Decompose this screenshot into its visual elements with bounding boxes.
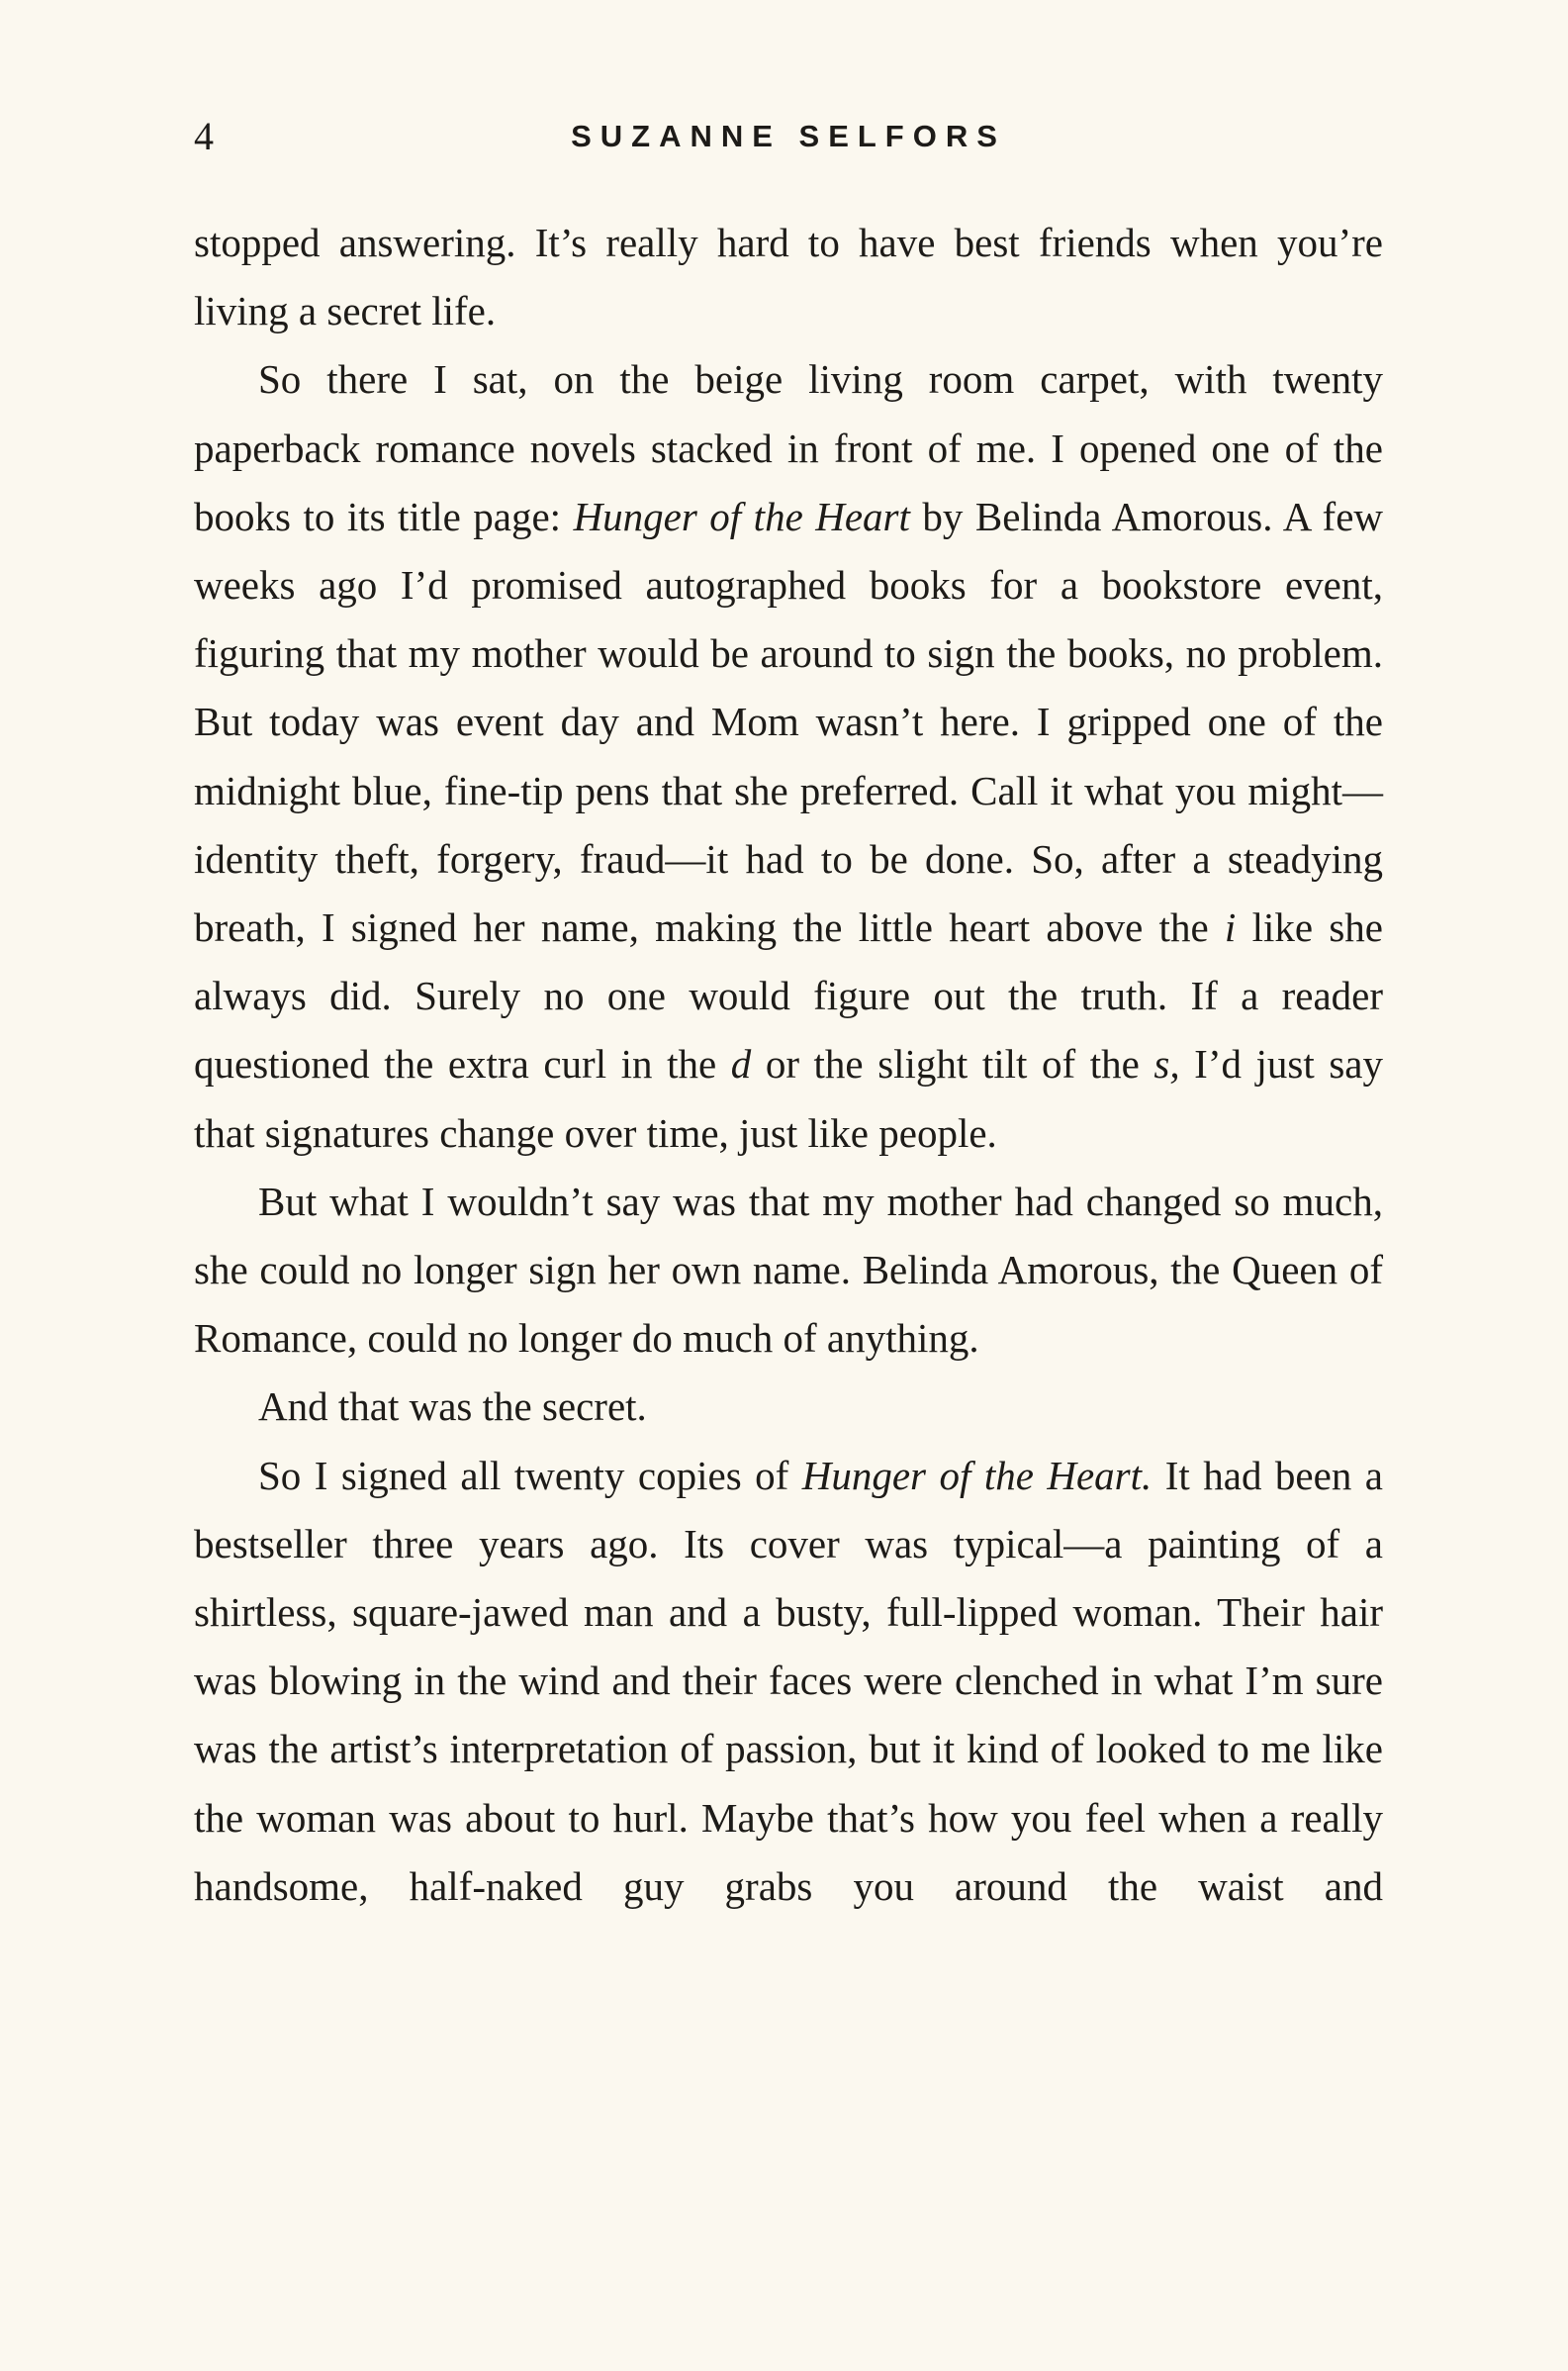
page-number: 4 [194,114,214,158]
paragraph-3 [194,1168,1383,1374]
paragraph-text: So I signed all twenty copies of [258,1452,802,1498]
paragraph-text: stopped answering. It’s really hard to have best friends when you’re living a secret life. [194,220,1383,334]
paragraph-text: I’d just say that signatures change over time, just like people. [194,1041,1383,1156]
paragraph-1 [194,209,1383,345]
italic-letter-s: s, [1153,1041,1180,1088]
paragraph-text: But what I wouldn’t say was that my mother had changed so much, she could no longer sign her own name. Belinda Amorous, the Queen of Romance, could no longer do much of anything. [194,1178,1383,1362]
paragraph-text: And that was the secret. [258,1383,647,1430]
paragraph-2 [194,345,1383,1167]
paragraph-text: or the slight tilt of the [751,1041,1154,1088]
running-head-author: SUZANNE SELFORS [571,119,1006,153]
page-header [194,111,1383,162]
paragraph-5 [194,1442,1383,1921]
paragraph-text: by Belinda Amorous. A few weeks ago I’d promised autographed books for a bookstore event, figuring that my mother would be around to sign the books, no problem. But today was event day and Mom wasn’t here. I gripped one of the midnight blue, fine-tip pens that she preferred. Call it what you might—identity theft, forgery, fraud—it had to be done. So, after a steadying breath, I signed her name, making the little heart above the [194,493,1384,951]
paragraph-text: like she always did. Surely no one would figure out the truth. If a reader questioned the extra curl in the [194,904,1384,1088]
book-title: Hunger of the Heart [573,493,910,539]
italic-letter-d: d [730,1041,752,1088]
italic-letter-i: i [1224,904,1237,951]
paragraph-4 [194,1373,1383,1441]
body-text [194,209,1383,1921]
book-title: Hunger of the Heart. [801,1452,1153,1498]
paragraph-text: So there I sat, on the beige living room carpet, with twenty paperback romance novels stacked in front of me. I opened one of the books to its title page: [194,356,1383,539]
paragraph-text: It had been a bestseller three years ago. Its cover was typical—a painting of a shirtless, square-jawed man and a busty, full-lipped woman. Their hair was blowing in the wind and their faces were clenched in what I’m sure was the artist’s interpretation of passion, but it kind of looked to me like the woman was about to hurl. Maybe that’s how you feel when a really handsome, half-naked guy grabs you around the waist and [194,1452,1383,1909]
